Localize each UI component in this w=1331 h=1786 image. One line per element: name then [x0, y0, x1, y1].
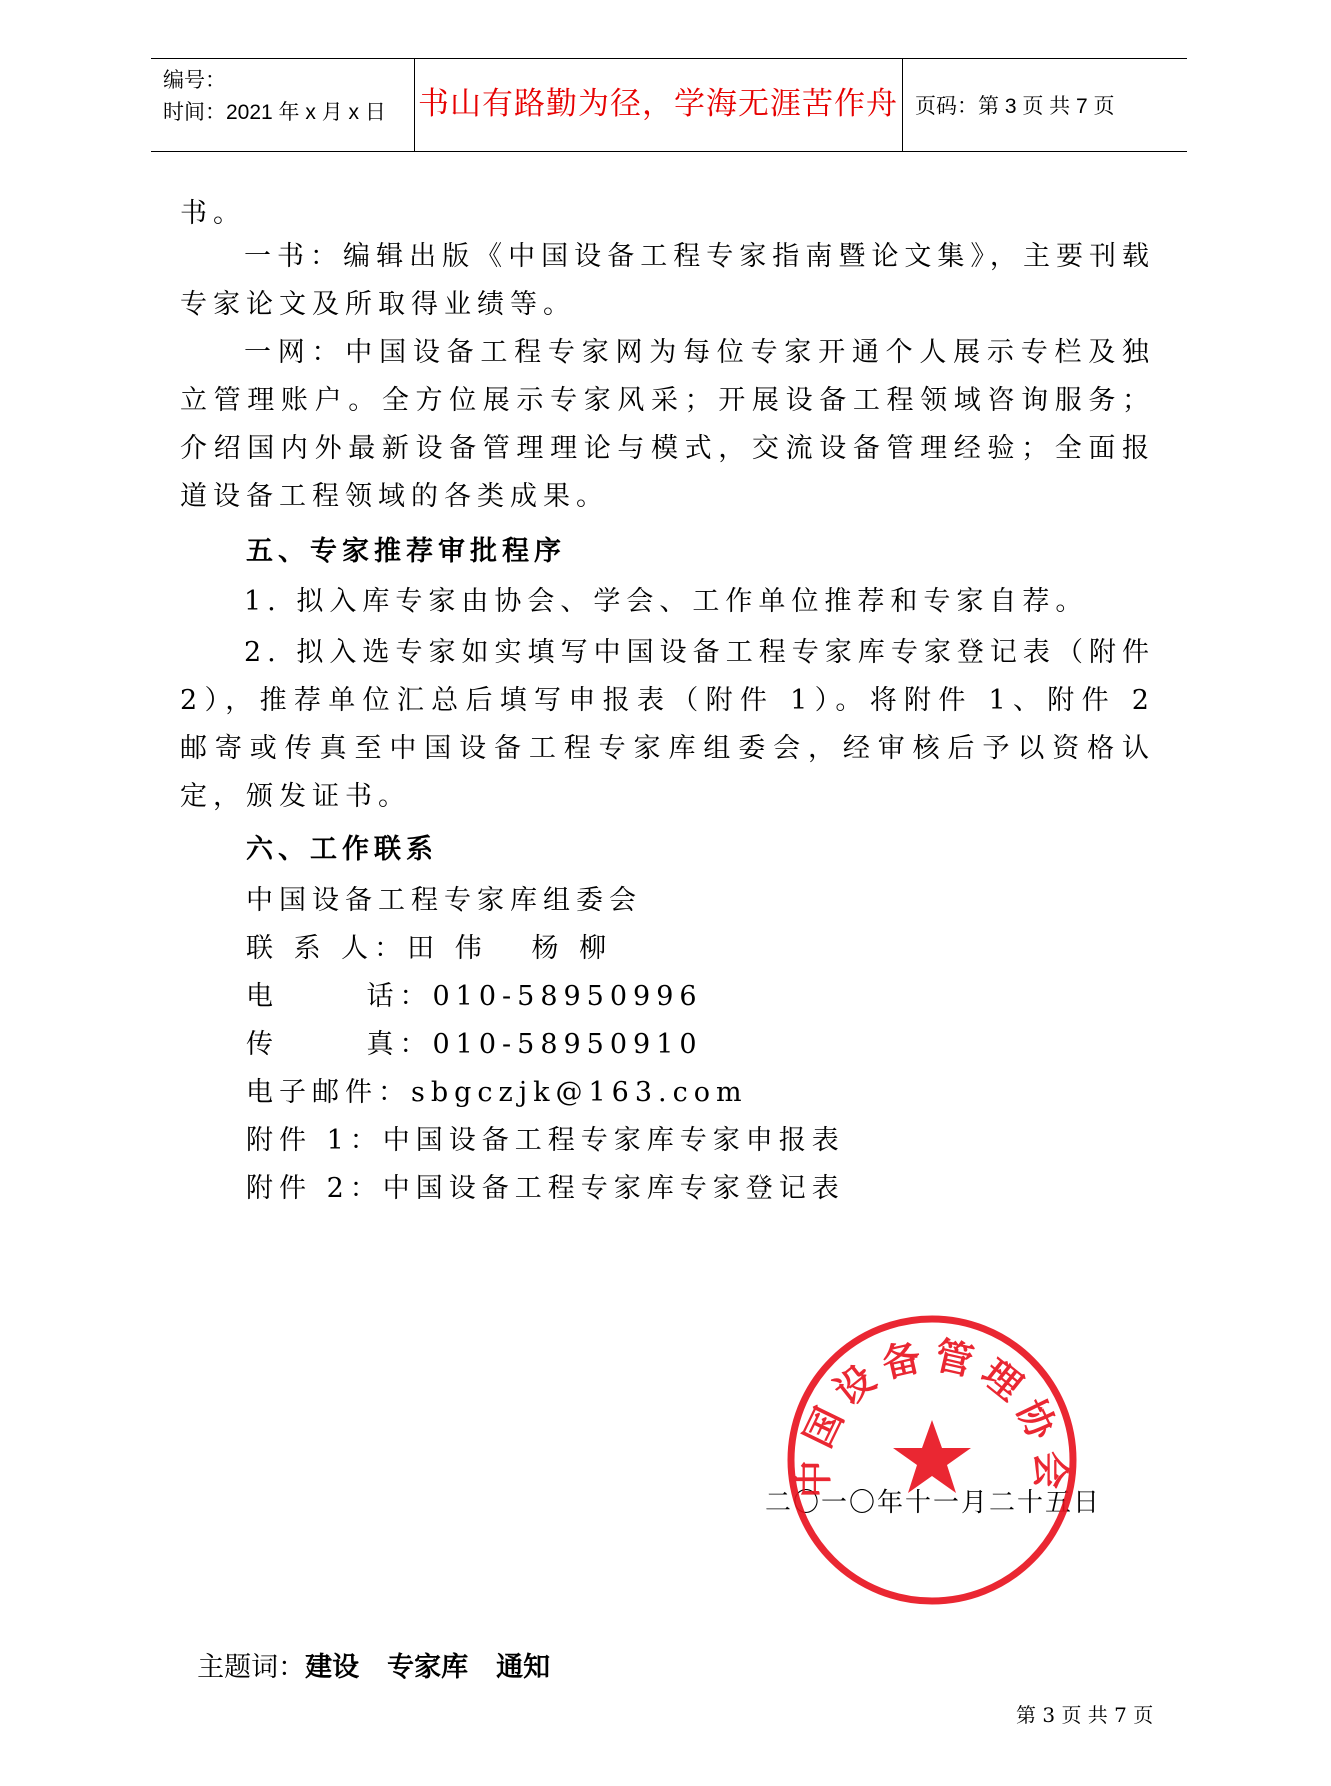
- paragraph: 一网：中国设备工程专家网为每位专家开通个人展示专栏及独立管理账户。全方位展示专家风采；开展设备工程领域咨询服务；介绍国内外最新设备管理理论与模式，交流设备管理经验；全面报道设备工程领域的各类成果。: [180, 337, 1155, 512]
- subject-keyword: 通知: [496, 1652, 551, 1683]
- subject-line: [180, 1596, 578, 1692]
- paragraph: 1. 拟入库专家由协会、学会、工作单位推荐和专家自荐。: [244, 586, 1089, 617]
- seal-star-icon: [893, 1420, 971, 1493]
- seal-text: 中国设备管理协会: [791, 1333, 1073, 1499]
- paragraph: 一书：编辑出版《中国设备工程专家指南暨论文集》，主要刊载专家论文及所取得业绩等。: [180, 241, 1155, 320]
- section-heading: 五、专家推荐审批程序: [246, 536, 566, 567]
- contact-phone: 电 话：010-58950996: [246, 981, 703, 1012]
- header-meta: [163, 65, 386, 129]
- paragraph: 2. 拟入选专家如实填写中国设备工程专家库专家登记表（附件 2），推荐单位汇总后填写申报表（附件 1）。将附件 1、附件 2 邮寄或传真至中国设备工程专家库组委会，经审核后予以资格认定，颁发证书。: [180, 637, 1155, 812]
- contact-person: 联 系 人：田 伟 杨 柳: [246, 933, 613, 964]
- header-divider: [902, 59, 903, 151]
- page-header: [151, 58, 1187, 152]
- contact-fax: 传 真：010-58950910: [246, 1029, 703, 1060]
- paragraph: 书。: [180, 198, 246, 229]
- header-page-info: 页码：第 3 页 共 7 页: [915, 95, 1115, 118]
- attachment-1: 附件 1：中国设备工程专家库专家申报表: [246, 1125, 845, 1156]
- issue-date: 二〇一〇年十一月二十五日: [765, 1488, 1102, 1518]
- page-footer: 第 3 页 共 7 页: [1016, 1703, 1154, 1727]
- subject-label: 主题词：: [197, 1652, 306, 1683]
- subject-keyword: 专家库: [387, 1652, 469, 1683]
- subject-keyword: 建设: [305, 1652, 360, 1683]
- contact-email: 电子邮件：sbgczjk@163.com: [246, 1077, 748, 1108]
- official-seal: [782, 1310, 1082, 1610]
- contact-org: 中国设备工程专家库组委会: [246, 885, 642, 916]
- header-motto: 书山有路勤为径，学海无涯苦作舟: [418, 86, 898, 122]
- doc-time: 时间：2021 年 x 月 x 日: [163, 101, 386, 124]
- attachment-2: 附件 2：中国设备工程专家库专家登记表: [246, 1173, 845, 1204]
- doc-number-label: 编号：: [163, 69, 226, 92]
- section-heading: 六、工作联系: [246, 834, 438, 865]
